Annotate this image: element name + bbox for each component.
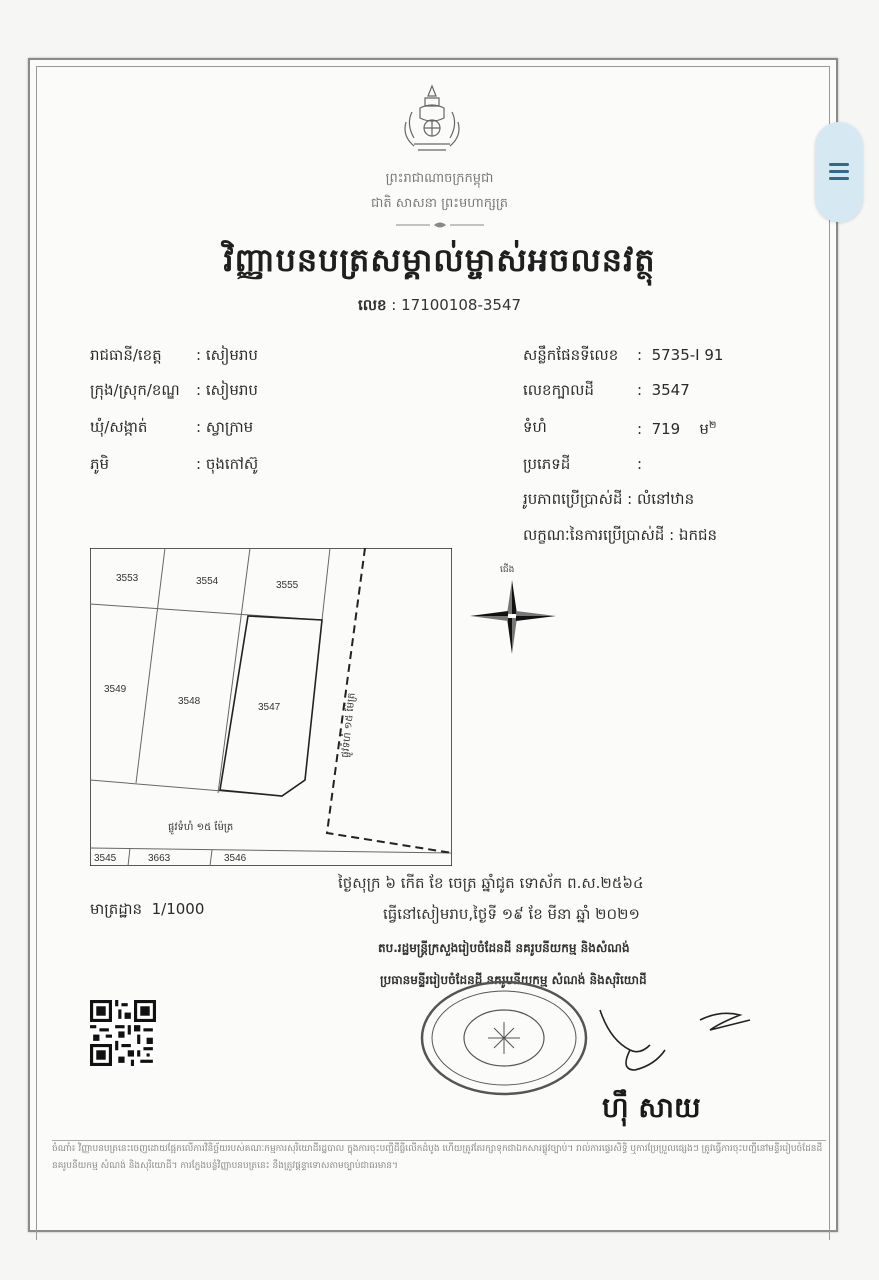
ornament-divider [396, 220, 484, 230]
province-label: រាជធានី/ខេត្ត [90, 346, 162, 364]
parcel-label: 3549 [104, 684, 127, 695]
footer-note: ចំណាំ៖ វិញ្ញាបនបត្រនេះចេញដោយផ្អែកលើការវិនិច្ឆ័យរបស់គណៈកម្មការសុរិយោដីរដ្ឋបាល ក្នុងការចុះបញ្ជីដីធ្លីលើកដំបូង ហើយត្រូវតែរក្សាទុកជាឯកសារផ្លូវច្បាប់។ រាល់ការផ្ទេរសិទ្ធិ ឬការប្រែប្រួលផ្សេងៗ ត្រូវធ្វើការចុះបញ្ជីនៅមន្ទីររៀបចំដែនដី នគរូបនីយកម្ម សំណង់ និងសុរិយោដី។ ការក្លែងបន្លំវិញ្ញាបនបត្រនេះ នឹងត្រូវផ្តន្ទាទោសតាមច្បាប់ជាធរមាន។ [52, 1140, 826, 1225]
area-value: : 719 ម$^២$ [637, 420, 717, 438]
parcel-label: 3547 [258, 702, 281, 713]
parcel-label: 3663 [148, 853, 171, 864]
parcel-boundary [136, 548, 165, 783]
district-label: ក្រុង/ស្រុក/ខណ្ឌ [90, 381, 180, 399]
lunar-date: ថ្ងៃសុក្រ ៦ កើត ខែ ចេត្រ ឆ្នាំជូត ទោស័ក ព.ស.២៥៦៤ [338, 874, 644, 892]
north-arrow-icon [470, 562, 560, 662]
parcel-number-value: : 3547 [637, 381, 690, 399]
certificate-number: លេខ : 17100108-3547 [357, 296, 522, 314]
parcel-label: 3553 [116, 573, 139, 584]
land-use-field: រូបភាពប្រើប្រាស់ដី : លំនៅឋាន [523, 490, 695, 508]
parcel-boundary [90, 848, 452, 853]
land-type-label: ប្រភេទដី [523, 455, 571, 473]
authority-line-2: ប្រធានមន្ទីររៀបចំដែនដី នគរូបនីយកម្ម សំណង់ និងសុរិយោដី [380, 973, 647, 987]
parcel-label: 3545 [94, 853, 117, 864]
village-value: : ចុងកៅស៊ូ [196, 455, 259, 473]
map-sheet-value: : 5735-I 91 [637, 346, 724, 364]
commune-label: ឃុំ/សង្កាត់ [90, 418, 148, 436]
signer-name: ហ៊ឹ សាយ [602, 1091, 701, 1124]
certificate-number-value: 17100108-3547 [401, 296, 522, 314]
qr-code [90, 1000, 156, 1066]
certificate-title: វិញ្ញាបនបត្រសម្គាល់ម្ចាស់អចលនវត្ថុ [223, 241, 656, 279]
kingdom-heading: ព្រះរាជាណាចក្រកម្ពុជា [385, 171, 494, 186]
map-sheet-label: សន្លឹកផែនទីលេខ [523, 346, 619, 364]
road-label-horizontal: ផ្លូវទំហំ ១៥ ម៉ែត្រ [168, 822, 234, 833]
parcel-label: 3548 [178, 696, 201, 707]
village-label: ភូមិ [90, 455, 110, 473]
parcel-number-label: លេខក្បាលដី [523, 381, 594, 399]
issue-date: ធ្វើនៅសៀមរាប,ថ្ងៃទី ១៩ ខែ មីនា ឆ្នាំ ២០២១ [383, 905, 640, 923]
map-scale: មាត្រដ្ឋាន 1/1000 [90, 900, 205, 918]
parcel-boundary [218, 548, 250, 793]
parcel-boundary [210, 850, 212, 866]
authority-line-1: តប.រដ្ឋមន្ត្រីក្រសួងរៀបចំដែនដី នគរូបនីយកម្ម និងសំណង់ [378, 941, 630, 955]
district-value: : សៀមរាប [196, 381, 258, 399]
cadastral-map [90, 548, 452, 866]
land-type-value: : [637, 455, 647, 473]
area-label: ទំហំ [523, 418, 547, 436]
official-seal-icon [418, 978, 590, 1098]
land-character-field: លក្ខណៈនៃការប្រើប្រាស់ដី : ឯកជន [523, 526, 718, 544]
road-label-vertical: ផ្លូវទំហំ ១៥ ម៉ែត្រ [340, 692, 358, 759]
parcel-boundary [128, 848, 130, 866]
national-motto: ជាតិ សាសនា ព្រះមហាក្សត្រ [371, 196, 508, 211]
parcel-label: 3546 [224, 853, 247, 864]
parcel-label: 3554 [196, 576, 219, 587]
royal-crest-icon [392, 82, 472, 157]
parcel-boundary [322, 548, 330, 620]
north-label: ជើង [500, 565, 515, 575]
province-value: : សៀមរាប [196, 346, 258, 364]
commune-value: : ស្វាក្រាម [196, 418, 254, 436]
parcel-label: 3555 [276, 580, 299, 591]
handwritten-signature [590, 1000, 780, 1080]
